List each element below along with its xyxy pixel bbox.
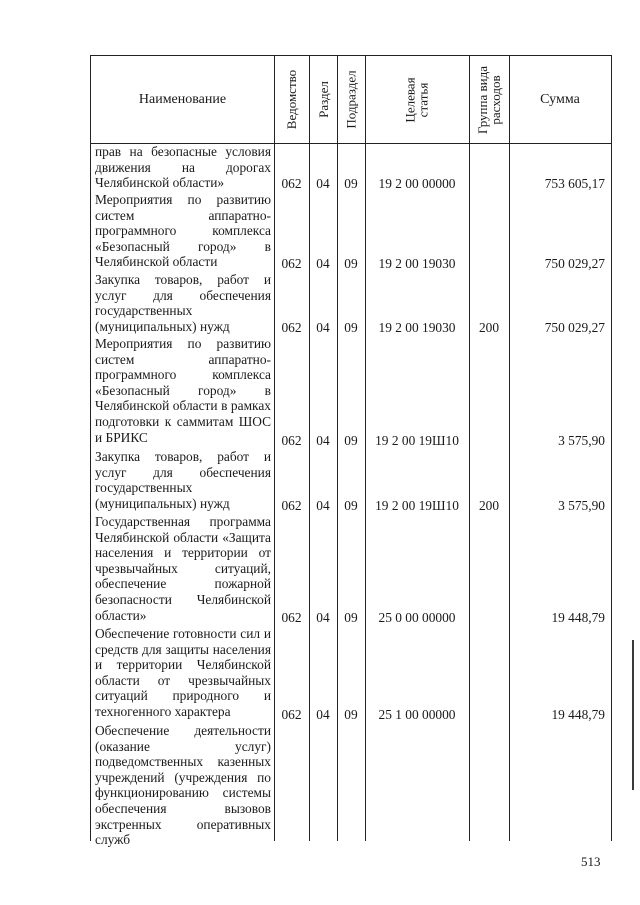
row-department: 062 — [281, 707, 302, 723]
row-subsection: 09 — [344, 256, 358, 272]
row-section: 04 — [316, 256, 330, 272]
header-section: Раздел — [315, 81, 331, 118]
budget-table — [90, 55, 612, 848]
header-expense-group: Группа вида расходов — [475, 65, 504, 134]
header-sum: Сумма — [540, 91, 580, 107]
row-department: 062 — [281, 256, 302, 272]
row-subsection: 09 — [344, 707, 358, 723]
table-row — [91, 514, 611, 626]
table-row — [91, 192, 611, 272]
row-name: Государственная программа Челябинской области «Защита населения и территории от чрезвычайных ситуаций, обеспечение пожарной безопасности Челябинской области» — [95, 514, 271, 623]
row-name: Закупка товаров, работ и услуг для обеспечения государственных (муниципальных) нужд — [95, 272, 271, 334]
row-subsection: 09 — [344, 433, 358, 449]
row-department: 062 — [281, 176, 302, 192]
row-department: 062 — [281, 433, 302, 449]
header-target-article: Целевая статья — [402, 76, 431, 123]
row-section: 04 — [316, 707, 330, 723]
header-subsection: Подраздел — [343, 70, 359, 129]
row-target: 19 2 00 19030 — [378, 256, 456, 272]
row-group: 200 — [478, 498, 500, 514]
row-sum: 19 448,79 — [551, 707, 605, 723]
row-sum: 753 605,17 — [544, 176, 605, 192]
row-group: 200 — [478, 320, 500, 336]
row-section: 04 — [316, 320, 330, 336]
table-row — [91, 626, 611, 723]
table-row — [91, 449, 611, 514]
row-name: Мероприятия по развитию систем аппаратно-программного комплекса «Безопасный город» в Челябинской области в рамках подготовки к саммитам ШОС и БРИКС — [95, 336, 271, 445]
row-target: 19 2 00 19Ш10 — [375, 498, 459, 514]
row-target: 25 1 00 00000 — [378, 707, 456, 723]
row-target: 19 2 00 19030 — [378, 320, 456, 336]
row-subsection: 09 — [344, 498, 358, 514]
row-subsection: 09 — [344, 320, 358, 336]
row-section: 04 — [316, 498, 330, 514]
row-name: Обеспечение готовности сил и средств для защиты населения и территории Челябинской области от чрезвычайных ситуаций природного и техногенного характера — [95, 626, 271, 719]
scan-edge-mark — [632, 640, 634, 790]
row-name: Закупка товаров, работ и услуг для обеспечения государственных (муниципальных) нужд — [95, 449, 271, 511]
table-row — [91, 723, 611, 848]
header-department: Ведомство — [284, 69, 299, 130]
header-name: Наименование — [138, 91, 227, 107]
row-department: 062 — [281, 320, 302, 336]
row-name: Обеспечение деятельности (оказание услуг) подведомственных казенных учреждений (учреждения по функционированию системы обеспечения вызовов экстренных оперативных служб — [95, 723, 271, 848]
row-target: 19 2 00 00000 — [378, 176, 456, 192]
row-target: 25 0 00 00000 — [378, 610, 456, 626]
row-name: Мероприятия по развитию систем аппаратно-программного комплекса «Безопасный город» в Челябинской области — [95, 192, 271, 270]
row-name: прав на безопасные условия движения на дорогах Челябинской области» — [95, 144, 271, 191]
row-department: 062 — [281, 498, 302, 514]
row-sum: 750 029,27 — [544, 320, 605, 336]
table-row — [91, 336, 611, 449]
row-section: 04 — [316, 433, 330, 449]
row-subsection: 09 — [344, 610, 358, 626]
row-sum: 3 575,90 — [558, 498, 605, 514]
row-sum: 19 448,79 — [551, 610, 605, 626]
table-row — [91, 272, 611, 336]
row-section: 04 — [316, 176, 330, 192]
row-section: 04 — [316, 610, 330, 626]
row-subsection: 09 — [344, 176, 358, 192]
row-department: 062 — [281, 610, 302, 626]
row-sum: 3 575,90 — [558, 433, 605, 449]
page-number: 513 — [581, 854, 601, 869]
row-sum: 750 029,27 — [544, 256, 605, 272]
row-target: 19 2 00 19Ш10 — [375, 433, 459, 449]
table-row — [91, 144, 611, 192]
